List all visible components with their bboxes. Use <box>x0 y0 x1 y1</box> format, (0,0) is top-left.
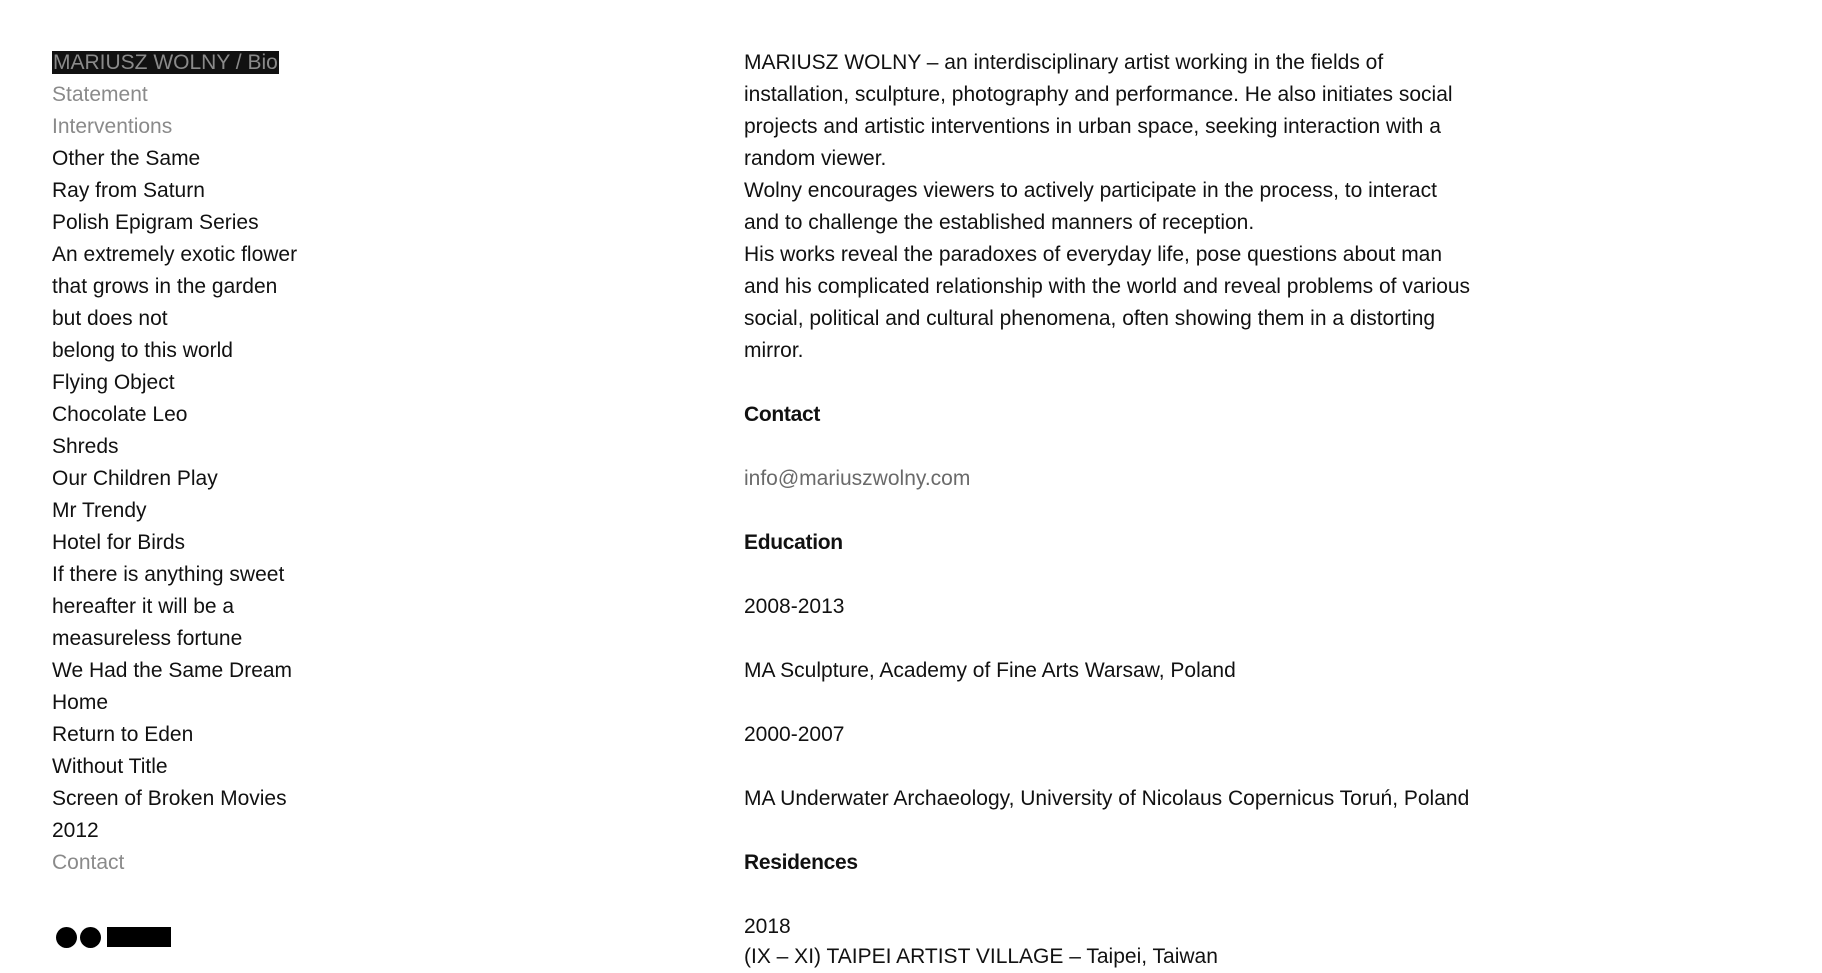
nav-item-hotel-for-birds[interactable]: Hotel for Birds <box>52 531 186 554</box>
nav-list <box>52 47 352 879</box>
nav-item-ray-from-saturn[interactable]: Ray from Saturn <box>52 179 205 202</box>
nav-item-2012[interactable]: 2012 <box>52 819 99 842</box>
bio-paragraph: MARIUSZ WOLNY – an interdisciplinary artist working in the fields of installation, sculpture, photography and performance. He also initiates social projects and artistic interventions in urban space, seeking interaction with a random viewer. <box>744 51 1453 170</box>
nav-item-mr-trendy[interactable]: Mr Trendy <box>52 499 147 522</box>
education-detail: MA Sculpture, Academy of Fine Arts Warsaw, Poland <box>744 659 1236 682</box>
nav-item-bio-label[interactable]: MARIUSZ WOLNY / Bio <box>53 51 278 74</box>
nav-item-flying-object[interactable]: Flying Object <box>52 371 175 394</box>
nav-item-exotic-flower-line-4[interactable]: belong to this world <box>52 339 233 362</box>
nav-item-exotic-flower-line-1[interactable]: An extremely exotic flower <box>52 243 298 266</box>
nav-item-chocolate-leo[interactable]: Chocolate Leo <box>52 403 188 426</box>
nav-item-same-dream[interactable]: We Had the Same Dream <box>52 659 293 682</box>
nav-item-sweet-hereafter-line-1[interactable]: If there is anything sweet <box>52 563 285 586</box>
nav-item-home[interactable]: Home <box>52 691 109 714</box>
logo-bar-icon <box>107 927 171 947</box>
nav-item-bio[interactable] <box>52 47 352 79</box>
logo-dots-bar-icon[interactable] <box>56 926 171 948</box>
nav-item-exotic-flower-line-2[interactable]: that grows in the garden <box>52 275 278 298</box>
nav-item-screen-of-broken-movies[interactable]: Screen of Broken Movies <box>52 787 287 810</box>
bio-paragraph: His works reveal the paradoxes of everyday life, pose questions about man and his complicated relationship with the world and reveal problems of various social, political and cultural phenomena, often showing them in a distorting mirror. <box>744 243 1471 362</box>
sidebar-nav <box>52 47 352 879</box>
education-years: 2008-2013 <box>744 595 845 618</box>
contact-heading: Contact <box>744 403 821 426</box>
nav-item-interventions[interactable]: Interventions <box>52 115 173 138</box>
residences-heading: Residences <box>744 851 858 874</box>
education-heading: Education <box>744 531 843 554</box>
bio-content <box>744 47 1484 943</box>
residence-entry: (IX – XI) TAIPEI ARTIST VILLAGE – Taipei, Taiwan <box>744 945 1218 968</box>
nav-item-exotic-flower-line-3[interactable]: but does not <box>52 307 168 330</box>
email-link[interactable]: info@mariuszwolny.com <box>744 467 971 490</box>
nav-item-statement[interactable]: Statement <box>52 83 148 106</box>
logo-dot-icon <box>80 927 101 948</box>
residences-year: 2018 <box>744 915 791 938</box>
nav-item-sweet-hereafter-line-2[interactable]: hereafter it will be a <box>52 595 235 618</box>
nav-item-shreds[interactable]: Shreds <box>52 435 119 458</box>
nav-item-our-children-play[interactable]: Our Children Play <box>52 467 218 490</box>
education-detail: MA Underwater Archaeology, University of Nicolaus Copernicus Toruń, Poland <box>744 787 1470 810</box>
nav-item-contact[interactable]: Contact <box>52 851 125 874</box>
nav-item-without-title[interactable]: Without Title <box>52 755 168 778</box>
nav-item-return-to-eden[interactable]: Return to Eden <box>52 723 194 746</box>
nav-item-sweet-hereafter-line-3[interactable]: measureless fortune <box>52 627 243 650</box>
logo-dot-icon <box>56 927 77 948</box>
nav-item-other-the-same[interactable]: Other the Same <box>52 147 201 170</box>
bio-paragraph: Wolny encourages viewers to actively participate in the process, to interact and to challenge the established manners of reception. <box>744 179 1437 234</box>
education-years: 2000-2007 <box>744 723 845 746</box>
nav-item-polish-epigram-series[interactable]: Polish Epigram Series <box>52 211 259 234</box>
